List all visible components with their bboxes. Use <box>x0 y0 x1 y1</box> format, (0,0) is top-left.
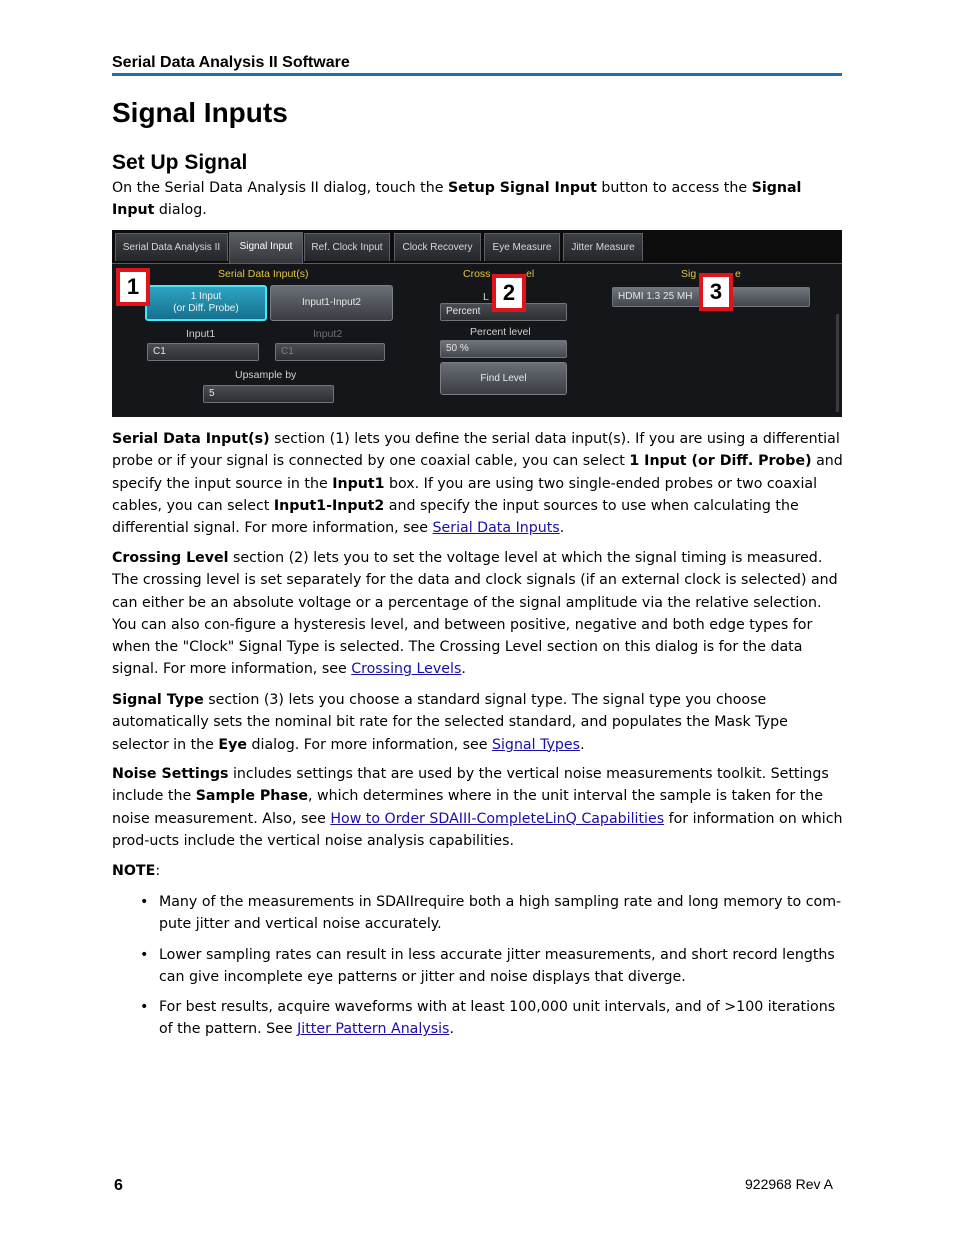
signal-text-2: dialog. For more information, see <box>246 736 492 753</box>
bold-eye: Eye <box>218 736 247 753</box>
signal-type-label-right: e <box>735 268 741 280</box>
bullet-text-3: For best results, acquire waveforms with at least 100,000 unit intervals, and of >100 iterations of the pattern. See <box>159 999 836 1038</box>
noise-text-1: includes settings that are used by the vertical noise measurements toolkit. Settings include the <box>112 766 829 805</box>
link-signal-types[interactable]: Signal Types <box>491 736 581 753</box>
noise-settings-paragraph <box>112 763 844 852</box>
note-heading <box>112 860 844 882</box>
intro-text-2: button to access the <box>596 180 752 196</box>
bullet-icon: • <box>140 946 149 963</box>
level-type-field[interactable]: Percent <box>440 303 567 321</box>
link-how-to-order[interactable]: How to Order SDAIII-CompleteLinQ Capabilities <box>330 810 665 827</box>
page-title: Signal Inputs <box>112 97 288 128</box>
tab-ref-clock-input[interactable]: Ref. Clock Input <box>304 233 390 261</box>
input1-input2-button[interactable]: Input1-Input2 <box>270 285 393 321</box>
serial-text-5: . <box>559 520 565 537</box>
list-item <box>140 944 845 989</box>
crossing-text-1: section (2) lets you to set the voltage level at which the signal timing is measured. The crossing level is set separately for the data and clock signals (if an external clock is selected) and can either be an absolute voltage or a percentage of the signal amplitude via the relative selection. You can also con-figure a hysteresis level, and between positive, negative and both edge types for when the "Clock" Signal Type is selected. The Crossing Level section on this dialog is for the data signal. For more information, see <box>112 550 838 678</box>
footer-doc-id: 922968 Rev A <box>745 1176 833 1192</box>
crossing-level-paragraph <box>112 547 844 681</box>
panel-scrollbar[interactable] <box>836 314 839 412</box>
tab-eye-measure[interactable]: Eye Measure <box>484 233 560 261</box>
bullet-text-1: Many of the measurements in SDAIIrequire both a high sampling rate and long memory to com-pute jitter and vertical noise accurately. <box>159 894 842 933</box>
link-crossing-levels[interactable]: Crossing Levels <box>351 661 462 678</box>
crossing-level-label-right: el <box>526 268 535 280</box>
level-label: L <box>483 291 489 303</box>
bold-crossing-level: Crossing Level <box>112 550 229 566</box>
link-serial-data-inputs[interactable]: Serial Data Inputs <box>432 520 560 537</box>
running-header: Serial Data Analysis II Software <box>112 54 350 71</box>
callout-2: 2 <box>492 274 526 312</box>
signal-text-1: section (3) lets you choose a standard signal type. The signal type you choose automatically sets the nominal bit rate for the selected standard, and populates the Mask Type selector in the <box>112 692 788 753</box>
one-input-line2: (or Diff. Probe) <box>173 303 239 314</box>
intro-bold-signal-input: Signal Input <box>112 180 802 219</box>
bold-input1: Input1 <box>332 475 385 492</box>
signal-input-dialog-screenshot <box>112 230 842 417</box>
signal-type-field[interactable]: HDMI 1.3 25 MH <box>612 287 810 307</box>
one-input-line1: 1 Input <box>190 291 222 302</box>
tab-jitter-measure[interactable]: Jitter Measure <box>563 233 643 261</box>
input2-label: Input2 <box>313 328 343 340</box>
find-level-button[interactable]: Find Level <box>440 362 567 395</box>
note-colon: : <box>155 863 161 879</box>
tab-serial-data-analysis-ii[interactable]: Serial Data Analysis II <box>115 233 228 261</box>
percent-level-field[interactable]: 50 % <box>440 340 567 358</box>
signal-type-paragraph <box>112 689 844 756</box>
bullet-icon: • <box>140 999 149 1016</box>
intro-text-1: On the Serial Data Analysis II dialog, touch the <box>112 180 448 196</box>
upsample-field[interactable]: 5 <box>203 385 334 403</box>
one-input-diff-probe-button[interactable] <box>145 285 267 321</box>
noise-text-3: for information on which prod-ucts include the vertical noise analysis capabilities. <box>112 810 843 849</box>
list-item <box>140 891 845 936</box>
percent-level-label: Percent level <box>470 326 531 338</box>
input1-label: Input1 <box>186 328 216 340</box>
header-rule <box>112 73 842 76</box>
tab-signal-input[interactable]: Signal Input <box>229 232 303 263</box>
callout-3: 3 <box>699 273 733 311</box>
bold-input1-input2: Input1-Input2 <box>273 497 385 514</box>
bold-serial-data-inputs: Serial Data Input(s) <box>112 431 270 447</box>
section-title: Set Up Signal <box>112 151 248 174</box>
note-bullet-list <box>140 891 845 1049</box>
intro-bold-setup-signal-input: Setup Signal Input <box>447 180 597 196</box>
signal-type-label-left: Sig <box>681 268 697 280</box>
tab-clock-recovery[interactable]: Clock Recovery <box>394 233 481 261</box>
bullet-icon: • <box>140 894 149 910</box>
intro-paragraph <box>112 177 844 222</box>
serial-data-inputs-paragraph <box>112 428 844 539</box>
serial-text-1: section (1) lets you define the serial data input(s). If you are using a differential probe or if your signal is connected by one coaxial cable, you can select <box>112 431 840 470</box>
bullet-text-3-after: . <box>449 1021 454 1038</box>
crossing-level-label-left: Cross <box>463 268 491 280</box>
serial-data-inputs-label: Serial Data Input(s) <box>218 268 309 280</box>
serial-text-4: and specify the input sources to use when calculating the differential signal. For more information, see <box>112 497 799 537</box>
bullet-text-2: Lower sampling rates can result in less accurate jitter measurements, and short record lengths can give incomplete eye patterns or jitter and noise displays that diverge. <box>159 946 835 985</box>
bold-sample-phase: Sample Phase <box>195 788 309 805</box>
footer-page-number: 6 <box>114 1177 123 1194</box>
input1-field[interactable]: C1 <box>147 343 259 361</box>
upsample-label: Upsample by <box>235 369 297 381</box>
bold-signal-type: Signal Type <box>112 692 204 708</box>
callout-1: 1 <box>116 268 150 306</box>
list-item <box>140 996 845 1041</box>
crossing-text-2: . <box>461 661 466 678</box>
link-jitter-pattern-analysis[interactable]: Jitter Pattern Analysis <box>297 1021 450 1038</box>
note-label: NOTE <box>112 863 156 879</box>
serial-text-3: box. If you are using two single-ended probes or two coaxial cables, you can select <box>112 475 818 514</box>
serial-text-2: and specify the input source in the <box>112 453 843 492</box>
input2-field[interactable]: C1 <box>275 343 385 361</box>
signal-text-3: . <box>580 736 585 753</box>
bold-noise-settings: Noise Settings <box>112 766 229 782</box>
intro-text-3: dialog. <box>154 202 207 219</box>
dialog-tab-bar <box>112 230 842 263</box>
bold-one-input: 1 Input (or Diff. Probe) <box>629 453 812 470</box>
noise-text-2: , which determines where in the unit interval the sample is taken for the noise measurement. Also, see <box>112 788 824 827</box>
